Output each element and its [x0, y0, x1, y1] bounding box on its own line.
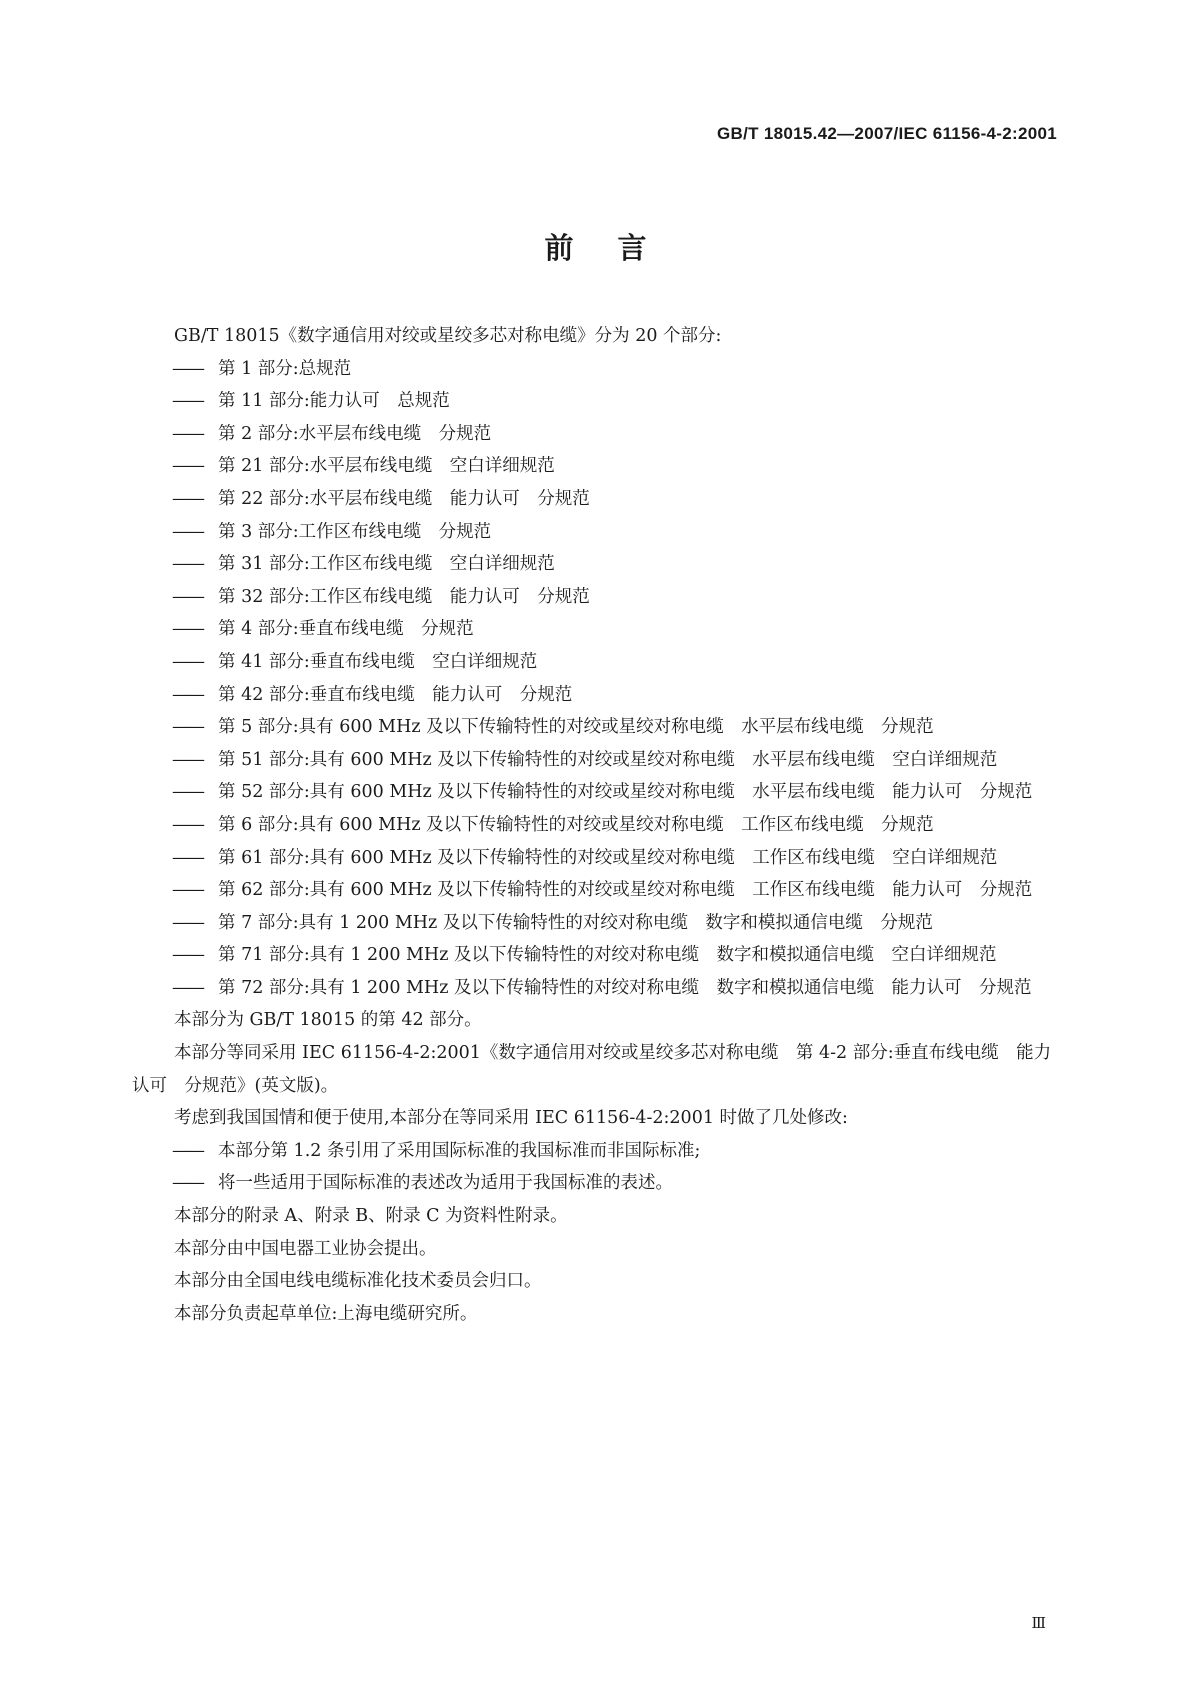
dash-marker: —— — [172, 684, 203, 705]
list-item: —— 第 51 部分:具有 600 MHz 及以下传输特性的对绞或星绞对称电缆 水平层布线电缆 空白详细规范 — [132, 744, 1060, 777]
committee-statement: 本部分由全国电线电缆标准化技术委员会归口。 — [174, 1271, 542, 1292]
dash-marker: —— — [172, 554, 203, 575]
page-title: 前言 — [544, 231, 691, 265]
dash-marker: —— — [172, 521, 203, 542]
list-item: —— 本部分第 1.2 条引用了采用国际标准的我国标准而非国际标准; — [132, 1135, 1060, 1168]
drafter-statement: 本部分负责起草单位:上海电缆研究所。 — [174, 1303, 478, 1324]
list-item: —— 第 4 部分:垂直布线电缆 分规范 — [132, 613, 1060, 646]
list-item: —— 第 3 部分:工作区布线电缆 分规范 — [132, 516, 1060, 549]
parts-list — [132, 353, 1060, 1005]
intro-paragraph: GB/T 18015《数字通信用对绞或星绞多芯对称电缆》分为 20 个部分: — [174, 326, 722, 346]
dash-marker: —— — [172, 391, 203, 412]
dash-marker: —— — [172, 814, 203, 835]
list-item: —— 第 6 部分:具有 600 MHz 及以下传输特性的对绞或星绞对称电缆 工作区布线电缆 分规范 — [132, 809, 1060, 842]
list-item: —— 第 22 部分:水平层布线电缆 能力认可 分规范 — [132, 483, 1060, 516]
list-item: —— 将一些适用于国际标准的表述改为适用于我国标准的表述。 — [132, 1167, 1060, 1200]
dash-marker: —— — [172, 619, 203, 640]
dash-marker: —— — [172, 488, 203, 509]
dash-marker: —— — [172, 749, 203, 770]
dash-marker: —— — [172, 945, 203, 966]
list-item: —— 第 32 部分:工作区布线电缆 能力认可 分规范 — [132, 581, 1060, 614]
list-item: —— 第 7 部分:具有 1 200 MHz 及以下传输特性的对绞对称电缆 数字和模拟通信电缆 分规范 — [132, 907, 1060, 940]
part-statement: 本部分为 GB/T 18015 的第 42 部分。 — [174, 1010, 482, 1031]
dash-marker: —— — [172, 912, 203, 933]
dash-marker: —— — [172, 358, 203, 379]
list-item: —— 第 41 部分:垂直布线电缆 空白详细规范 — [132, 646, 1060, 679]
dash-marker: —— — [172, 977, 203, 998]
dash-marker: —— — [172, 586, 203, 607]
list-item: —— 第 62 部分:具有 600 MHz 及以下传输特性的对绞或星绞对称电缆 工作区布线电缆 能力认可 分规范 — [132, 874, 1060, 907]
list-item: —— 第 21 部分:水平层布线电缆 空白详细规范 — [132, 450, 1060, 483]
list-item: —— 第 72 部分:具有 1 200 MHz 及以下传输特性的对绞对称电缆 数字和模拟通信电缆 能力认可 分规范 — [132, 972, 1060, 1005]
list-item: —— 第 71 部分:具有 1 200 MHz 及以下传输特性的对绞对称电缆 数字和模拟通信电缆 空白详细规范 — [132, 939, 1060, 972]
list-item: —— 第 11 部分:能力认可 总规范 — [132, 385, 1060, 418]
dash-marker: —— — [172, 880, 203, 901]
document-body — [132, 320, 1060, 1330]
changes-list — [132, 1135, 1060, 1200]
equivalence-statement: 本部分等同采用 IEC 61156-4-2:2001《数字通信用对绞或星绞多芯对称电缆 第 4-2 部分:垂直布线电缆 能力认可 分规范》(英文版)。 — [132, 1043, 1052, 1096]
list-item: —— 第 1 部分:总规范 — [132, 353, 1060, 386]
dash-marker: —— — [172, 651, 203, 672]
list-item: —— 第 2 部分:水平层布线电缆 分规范 — [132, 418, 1060, 451]
dash-marker: —— — [172, 717, 203, 738]
list-item: —— 第 52 部分:具有 600 MHz 及以下传输特性的对绞或星绞对称电缆 水平层布线电缆 能力认可 分规范 — [132, 776, 1060, 809]
list-item: —— 第 5 部分:具有 600 MHz 及以下传输特性的对绞或星绞对称电缆 水平层布线电缆 分规范 — [132, 711, 1060, 744]
annex-statement: 本部分的附录 A、附录 B、附录 C 为资料性附录。 — [174, 1206, 568, 1227]
modification-intro: 考虑到我国国情和便于使用,本部分在等同采用 IEC 61156-4-2:2001 时做了几处修改: — [174, 1108, 848, 1129]
list-item: —— 第 42 部分:垂直布线电缆 能力认可 分规范 — [132, 679, 1060, 712]
page-number: Ⅲ — [1031, 1614, 1046, 1632]
list-item: —— 第 61 部分:具有 600 MHz 及以下传输特性的对绞或星绞对称电缆 工作区布线电缆 空白详细规范 — [132, 842, 1060, 875]
dash-marker: —— — [172, 782, 203, 803]
standard-code-header: GB/T 18015.42—2007/IEC 61156-4-2:2001 — [717, 124, 1057, 143]
list-item: —— 第 31 部分:工作区布线电缆 空白详细规范 — [132, 548, 1060, 581]
dash-marker: —— — [172, 423, 203, 444]
dash-marker: —— — [172, 1140, 203, 1161]
dash-marker: —— — [172, 1173, 203, 1194]
dash-marker: —— — [172, 847, 203, 868]
dash-marker: —— — [172, 456, 203, 477]
proposer-statement: 本部分由中国电器工业协会提出。 — [174, 1238, 437, 1259]
